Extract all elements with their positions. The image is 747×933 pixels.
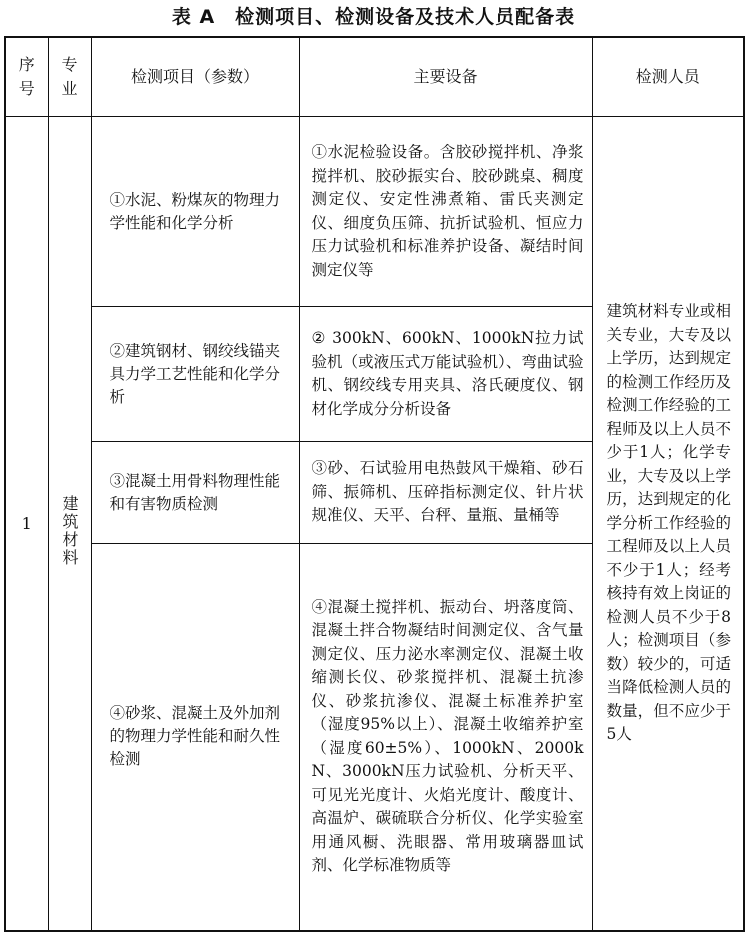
header-item: 检测项目（参数） [91,37,299,117]
specialty-cell [48,117,91,931]
header-seq: 序号 [5,37,48,117]
header-row [5,37,744,117]
header-staff: 检测人员 [592,37,744,117]
equipment-cell-1: ①水泥检验设备。含胶砂搅拌机、净浆搅拌机、胶砂振实台、胶砂跳桌、稠度测定仪、安定性沸煮箱、雷氏夹测定仪、细度负压筛、抗折试验机、恒应力压力试验机和标准养护设备、凝结时间测定仪等 [299,117,592,307]
item-cell-2: ②建筑钢材、钢绞线锚夹具力学工艺性能和化学分析 [91,307,299,442]
table-title: 表 A 检测项目、检测设备及技术人员配备表 [171,6,576,28]
item-cell-1: ①水泥、粉煤灰的物理力学性能和化学分析 [91,117,299,307]
equipment-staff-table-container [4,36,743,930]
equipment-cell-2: ② 300kN、600kN、1000kN拉力试验机（或液压式万能试验机）、弯曲试验机、钢绞线专用夹具、洛氏硬度仪、钢材化学成分分析设备 [299,307,592,442]
seq-cell: 1 [5,117,48,931]
equipment-cell-4: ④混凝土搅拌机、振动台、坍落度筒、混凝土拌合物凝结时间测定仪、含气量测定仪、压力泌水率测定仪、混凝土收缩测长仪、砂浆搅拌机、混凝土抗渗仪、砂浆抗渗仪、混凝土标准养护室（湿度95%以上）、混凝土收缩养护室（湿度60±5%）、1000kN、2000kN、3000kN压力试验机、分析天平、可见光光度计、火焰光度计、酸度计、高温炉、碳硫联合分析仪、化学实验室用通风橱、洗眼器、常用玻璃器皿试剂、化学标准物质等 [299,544,592,931]
specialty-text: 建筑材料 [60,495,79,568]
item-cell-4: ④砂浆、混凝土及外加剂的物理力学性能和耐久性检测 [91,544,299,931]
equipment-cell-3: ③砂、石试验用电热鼓风干燥箱、砂石筛、振筛机、压碎指标测定仪、针片状规准仪、天平、台秤、量瓶、量桶等 [299,442,592,544]
equipment-staff-table [4,36,745,932]
item-cell-3: ③混凝土用骨料物理性能和有害物质检测 [91,442,299,544]
table-row [5,117,744,307]
staff-cell: 建筑材料专业或相关专业，大专及以上学历，达到规定的检测工作经历及检测工作经验的工程师及以上人员不少于1人；化学专业，大专及以上学历，达到规定的化学分析工作经验的工程师及以上人员不少于1人；经考核持有效上岗证的检测人员不少于8人；检测项目（参数）较少的，可适当降低检测人员的数量，但不应少于5人 [592,117,744,931]
header-specialty: 专业 [48,37,91,117]
header-equipment: 主要设备 [299,37,592,117]
